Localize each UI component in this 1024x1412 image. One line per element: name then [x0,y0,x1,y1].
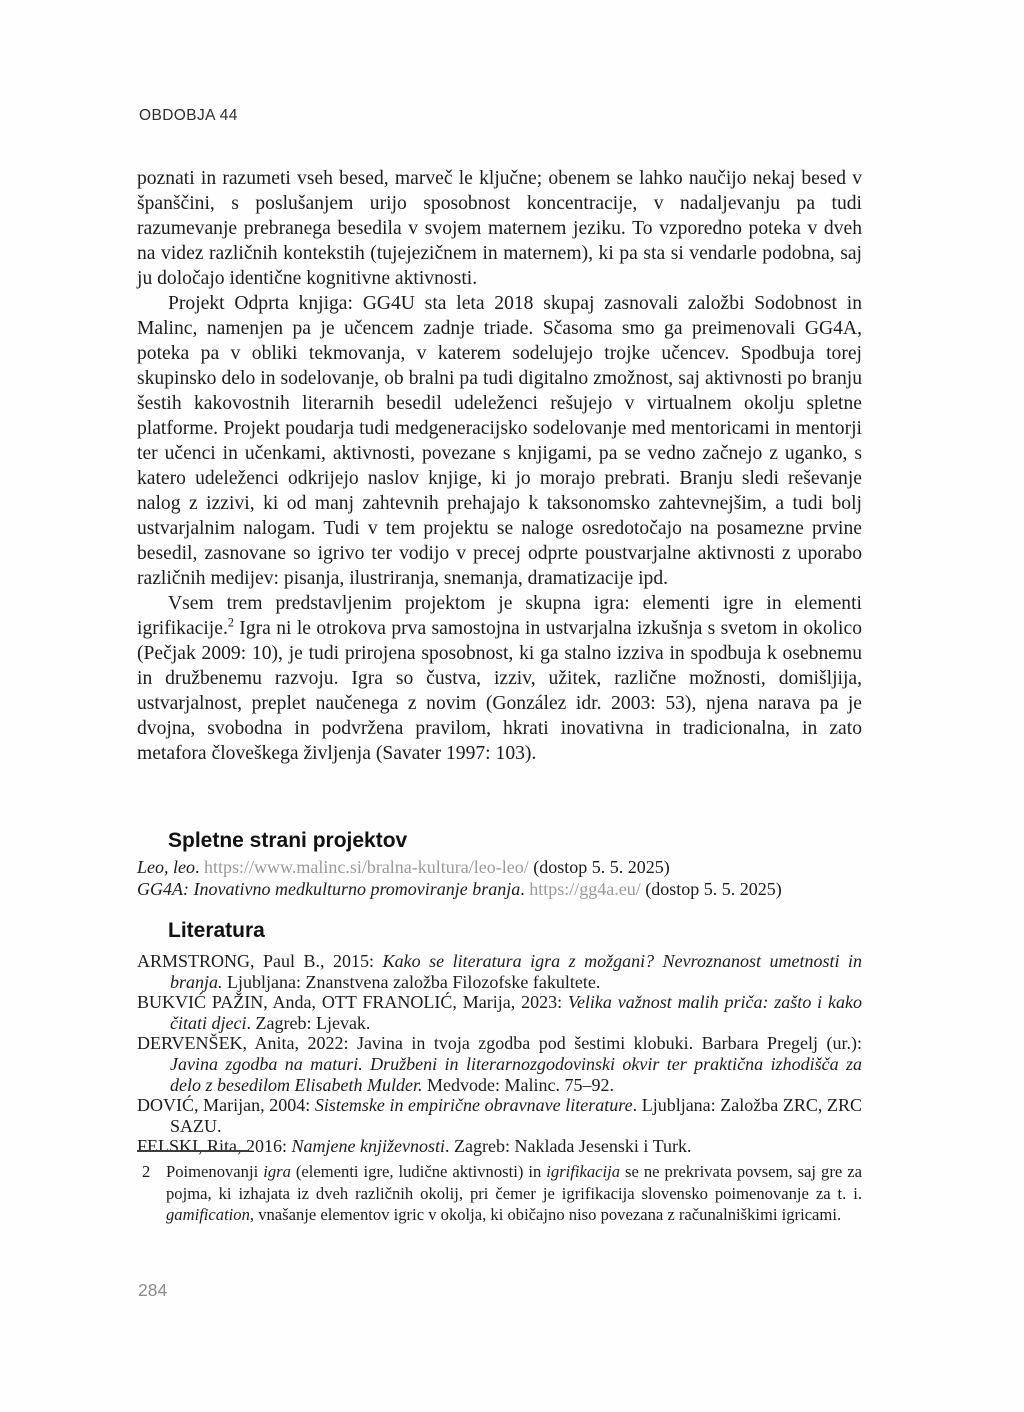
text-segment: , vnašanje elementov igric v okolja, ki običajno niso povezana z računalniškimi igricami. [249,1205,842,1225]
text-segment: BUKVIĆ PAŽIN, Anda, OTT FRANOLIĆ, Marija, 2023: [137,992,568,1013]
text-segment: . Ljubljana: Založba ZRC, ZRC SAZU. [170,1095,863,1136]
section-weblinks [137,828,862,900]
text-segment: Leo, leo [137,857,195,877]
text-segment: 2 [227,615,234,630]
text-segment: FELSKI, Rita, 2016: [137,1136,292,1157]
url-text[interactable]: https://gg4a.eu/ [529,879,641,899]
text-segment: ARMSTRONG, Paul B., 2015: [137,951,383,971]
text-segment: (elementi igre, ludične aktivnosti) in [290,1162,547,1181]
weblink-entry [137,878,862,900]
text-segment: Vsem trem predstavljenim projektom je skupna igra: elementi igre in elementi igrifikacije. [137,593,862,639]
paragraph [137,591,862,766]
text-segment: DERVENŠEK, Anita, 2022: Javina in tvoja zgodba pod šestimi klobuki. Barbara Pregelj (ur.): [137,1033,862,1054]
text-segment: Projekt Odprta knjiga: GG4U sta leta 2018 skupaj zasnovali založbi Sodobnost in Malinc, namenjen pa je učencem zadnje triade. Sčasoma smo ga preimenovali GG4A, poteka pa v obliki tekmovanja, v katerem sodelujejo trojke učencev. Spodbuja torej skupinsko delo in sodelovanje, ob bralni pa tudi digitalno zmožnost, saj aktivnosti po branju šestih kakovostnih literarnih besedil udeleženci rešujejo v virtualnem okolju spletne platforme. Projekt poudarja tudi medgeneracijsko sodelovanje med mentoricami in mentorji ter učenci in učenkami, aktivnosti, povezane s knjigami, pa se vedno začnejo z uganko, s katero udeleženci odkrijejo naslov knjige, ki jo morajo prebrati. Branju sledi reševanje nalog z izzivi, ki od manj zahtevnih prehajajo k taksonomsko zahtevnejšim, a tudi bolj ustvarjalnim nalogam. Tudi v tem projektu se naloge osredotočajo na posamezne prvine besedil, zasnovane so igrivo ter vodijo v precej odprte poustvarjalne aktivnosti z uporabo različnih medijev: pisanja, ilustriranja, snemanja, dramatizacije ipd. [137,293,862,589]
text-segment: . Zagreb: Ljevak. [246,1012,371,1033]
footnote [137,1161,862,1226]
footnote-separator [137,1150,249,1152]
text-segment: Namjene književnosti [291,1136,445,1157]
url-text[interactable]: https://www.malinc.si/bralna-kultura/leo-leo/ [204,857,529,877]
section-heading-weblinks: Spletne strani projektov [168,829,408,852]
text-segment: . Zagreb: Naklada Jesenski i Turk. [444,1136,692,1157]
paragraph [137,166,862,291]
running-head: OBDOBJA 44 [139,107,238,124]
text-segment: se ne prekrivata povsem, saj gre za pojma, ki izhajata iz dveh različnih okolij, pri čemer je igrifikacija slovensko poimenovanje za t. i. [166,1162,862,1203]
reference-entries [137,951,862,1157]
text-segment: . [520,879,530,899]
text-segment: DOVIĆ, Marijan, 2004: [137,1095,315,1116]
paragraph [137,291,862,591]
section-heading-literature: Literatura [168,919,265,942]
text-segment: Sistemske in empirične obravnave literature [314,1095,633,1116]
footnote-number: 2 [142,1162,151,1181]
text-segment: GG4A: Inovativno medkulturno promoviranje branja [137,879,521,899]
text-segment: Igra ni le otrokova prva samostojna in ustvarjalna izkušnja s svetom in okolico (Pečjak 2009: 10), je tudi prirojena sposobnost, ki ga stalno izziva in spodbuja k osebnemu in družbenemu razvoju. Igra so čustva, izziv, užitek, različne možnosti, domišljija, ustvarjalnost, preplet naučenega z novim (González idr. 2003: 53), njena narava pa je dvojna, svobodna in podvržena pravilom, hkrati inovativna in tradicionalna, in zato metafora človeškega življenja (Savater 1997: 103). [137,618,862,764]
reference-entry [137,1033,862,1095]
text-segment: poznati in razumeti vseh besed, marveč le ključne; obenem se lahko naučijo nekaj besed v španščini, s poslušanjem urijo sposobnost koncentracije, v nadaljevanju pa tudi razumevanje prebranega besedila v svojem maternem jeziku. To vzporedno poteka v dveh na videz različnih kontekstih (tujejezičnem in maternem), ki pa sta si vendarle podobna, saj ju določajo identične kognitivne aktivnosti. [137,168,862,289]
weblink-entries [137,856,862,900]
text-segment: (dostop 5. 5. 2025) [528,857,670,877]
text-segment: Ljubljana: Znanstvena založba Filozofske fakultete. [222,971,601,992]
weblink-entry [137,856,862,878]
footnote-block [137,1150,862,1226]
text-segment: igra [263,1162,291,1181]
text-segment: gamification [166,1205,250,1225]
reference-entry [137,951,862,992]
reference-entry [137,1095,862,1136]
text-segment: . [195,857,204,877]
page-number: 284 [138,1280,168,1300]
reference-entry [137,992,862,1033]
text-segment: (dostop 5. 5. 2025) [640,879,782,899]
text-segment: Poimenovanji [166,1162,264,1181]
text-segment: Medvode: Malinc. 75–92. [422,1074,614,1095]
text-segment: Kako se literatura igra z možgani? Nevroznanost umetnosti in branja. [170,951,862,992]
footnote-text [166,1162,862,1224]
section-literature [137,918,862,1157]
text-segment: igrifikacija [546,1162,621,1181]
body-text [137,166,862,766]
text-segment: Velika važnost malih priča: zašto i kako čitati djeci [170,992,862,1033]
text-segment: Javina zgodba na maturi. Družbeni in literarnozgodovinski okvir ter praktična izhodišča za delo z besedilom Elisabeth Mulder. [170,1053,862,1095]
